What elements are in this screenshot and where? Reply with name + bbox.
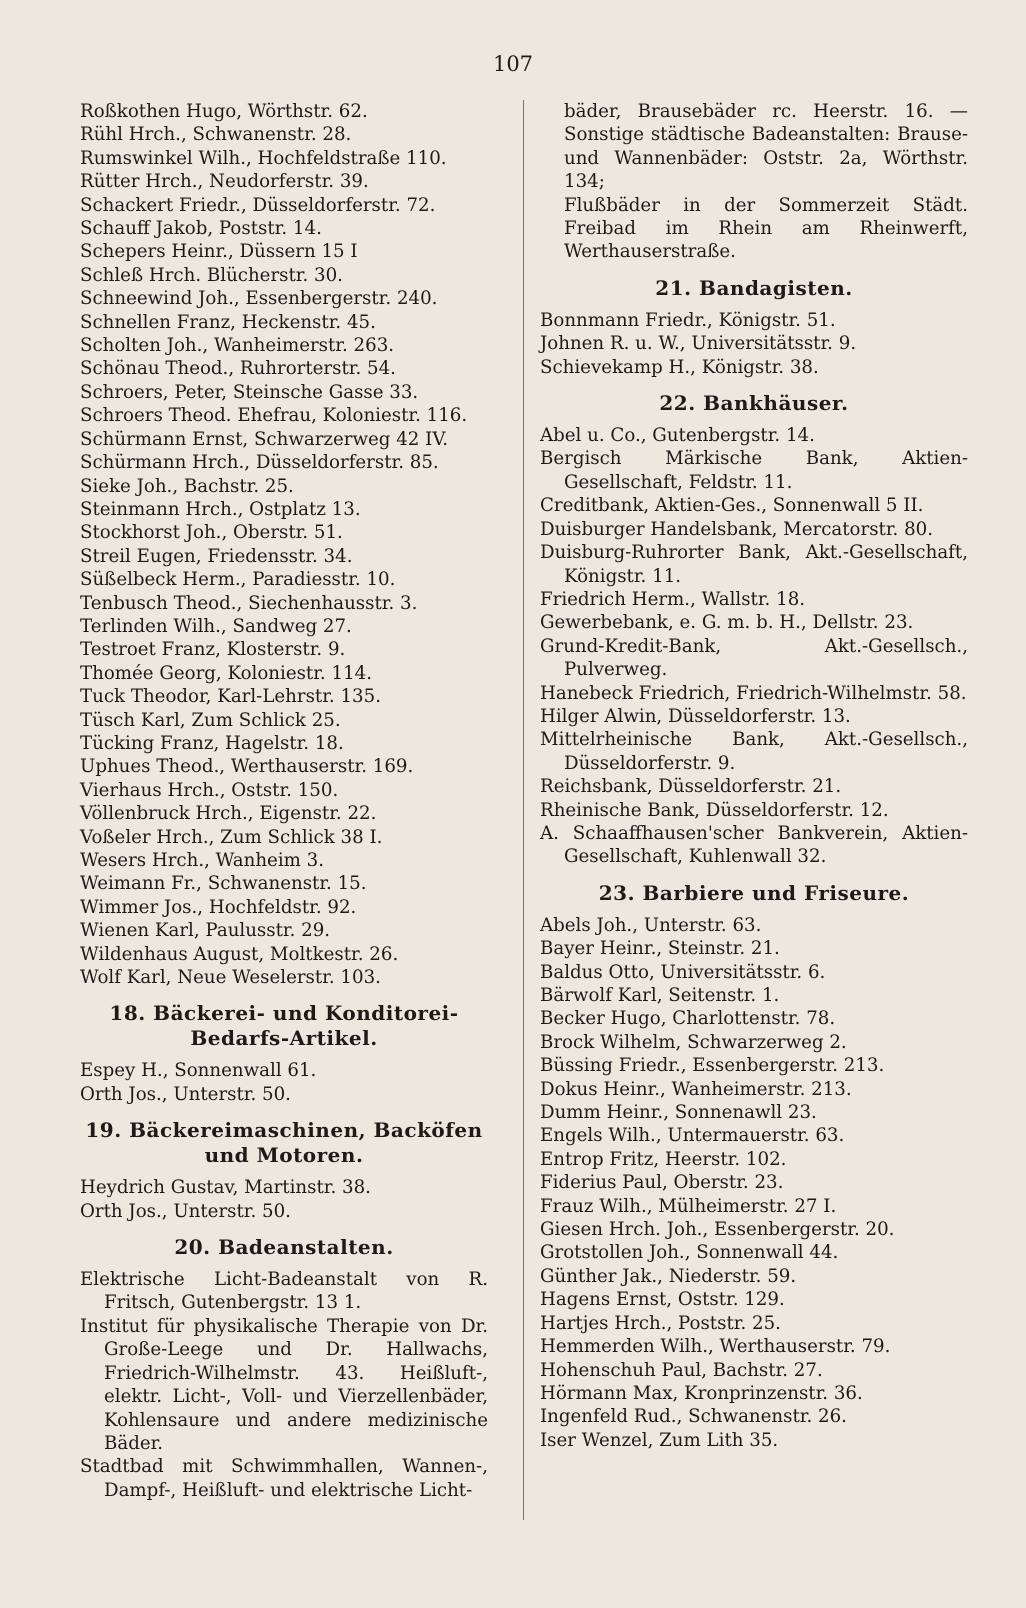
directory-entry: Bergisch Märkische Bank, Aktien-Gesellschaft, Feldstr. 11. <box>540 448 968 493</box>
directory-entry: Thomée Georg, Koloniestr. 114. <box>80 662 372 684</box>
directory-entry: Wesers Hrch., Wanheim 3. <box>80 850 325 871</box>
directory-entry: Mittelrheinische Bank, Akt.-Gesellsch., Düsseldorferstr. 9. <box>540 729 968 774</box>
directory-entry: Tuck Theodor, Karl-Lehrstr. 135. <box>80 686 381 708</box>
directory-entry: Heydrich Gustav, Martinstr. 38. <box>80 1177 371 1199</box>
directory-entry: Vierhaus Hrch., Oststr. 150. <box>80 779 339 801</box>
directory-entry-continued: bäder, Brausebäder rc. Heerstr. 16. — Sonstige städtische Badeanstalten: Brause- und Wannenbäder: Oststr. 2a, Wörthstr. 134; <box>564 101 968 193</box>
directory-entry: Wildenhaus August, Moltkestr. 26. <box>80 943 399 965</box>
directory-entry: Hilger Alwin, Düsseldorferstr. 13. <box>540 705 851 727</box>
directory-entry: Dumm Heinr., Sonnenawll 23. <box>540 1102 817 1124</box>
directory-entry: Schievekamp H., Königstr. 38. <box>540 356 819 378</box>
directory-entry: Reichsbank, Düsseldorferstr. 21. <box>540 776 842 798</box>
directory-entry: Abels Joh., Unterstr. 63. <box>540 914 762 936</box>
directory-entry: Günther Jak., Niederstr. 59. <box>540 1265 797 1287</box>
directory-entry: Schroers, Peter, Steinsche Gasse 33. <box>80 381 419 403</box>
directory-entry: Voßeler Hrch., Zum Schlick 38 I. <box>80 826 383 848</box>
directory-entry: Hanebeck Friedrich, Friedrich-Wilhelmstr. 58. <box>540 682 967 704</box>
directory-entry: Grotstollen Joh., Sonnenwall 44. <box>540 1242 839 1264</box>
directory-entry: Roßkothen Hugo, Wörthstr. 62. <box>80 101 368 122</box>
directory-entry: Engels Wilh., Untermauerstr. 63. <box>540 1125 845 1147</box>
directory-entry: Institut für physikalische Therapie von Dr. Große-Leege und Dr. Hallwachs, Friedrich-Wilhelmstr. 43. Heißluft-, elektr. Licht-, Voll- und Vierzellenbäder, Kohlensaure und andere medizinische Bäder. <box>80 1315 488 1454</box>
directory-entry: Bayer Heinr., Steinstr. 21. <box>540 938 780 960</box>
directory-entry: Hartjes Hrch., Poststr. 25. <box>540 1312 781 1334</box>
directory-entry: Uphues Theod., Werthauserstr. 169. <box>80 756 414 778</box>
directory-entry: A. Schaaffhausen'scher Bankverein, Aktien-Gesellschaft, Kuhlenwall 32. <box>540 822 968 868</box>
directory-entry: Iser Wenzel, Zum Lith 35. <box>540 1429 779 1451</box>
section-heading: 18. Bäckerei- und Konditorei-Bedarfs-Artikel. <box>109 1001 459 1051</box>
directory-entry: Schackert Friedr., Düsseldorferstr. 72. <box>80 194 436 216</box>
directory-entry: Baldus Otto, Universitätsstr. 6. <box>540 961 826 983</box>
directory-entry: Orth Jos., Unterstr. 50. <box>80 1200 291 1222</box>
directory-entry: Bärwolf Karl, Seitenstr. 1. <box>540 985 780 1006</box>
directory-entry: Sieke Joh., Bachstr. 25. <box>80 475 294 497</box>
directory-entry: Tenbusch Theod., Siechenhausstr. 3. <box>80 592 418 614</box>
directory-entry: Schürmann Hrch., Düsseldorferstr. 85. <box>80 452 439 474</box>
section-heading: 22. Bankhäuser. <box>659 391 849 416</box>
directory-entry: Schnellen Franz, Heckenstr. 45. <box>80 311 376 333</box>
section-heading: 23. Barbiere und Friseure. <box>598 880 910 905</box>
directory-entry: Friedrich Herm., Wallstr. 18. <box>540 588 806 610</box>
directory-entry: Schauff Jakob, Poststr. 14. <box>80 218 322 240</box>
left-column <box>80 100 488 1502</box>
directory-entry: Schneewind Joh., Essenbergerstr. 240. <box>80 288 438 310</box>
directory-entry: Entrop Fritz, Heerstr. 102. <box>540 1148 787 1170</box>
directory-entry: Wienen Karl, Paulusstr. 29. <box>80 920 331 942</box>
directory-entry: Schepers Heinr., Düssern 15 I <box>80 241 358 263</box>
directory-entry: Grund-Kredit-Bank, Akt.-Gesellsch., Pulverweg. <box>540 635 968 681</box>
directory-entry: Hagens Ernst, Oststr. 129. <box>540 1289 785 1311</box>
directory-entry: Schönau Theod., Ruhrorterstr. 54. <box>80 358 396 380</box>
column-divider <box>523 100 524 1520</box>
directory-entry: Büssing Friedr., Essenbergerstr. 213. <box>540 1055 885 1077</box>
directory-entry: Hörmann Max, Kronprinzenstr. 36. <box>540 1382 863 1404</box>
directory-entry: Duisburger Handelsbank, Mercatorstr. 80. <box>540 518 934 540</box>
directory-entry: Fiderius Paul, Oberstr. 23. <box>540 1172 784 1194</box>
directory-entry: Schleß Hrch. Blücherstr. 30. <box>80 264 343 286</box>
directory-entry: Wimmer Jos., Hochfeldstr. 92. <box>80 896 357 918</box>
directory-entry: Frauz Wilh., Mülheimerstr. 27 I. <box>540 1195 837 1217</box>
directory-entry: Schroers Theod. Ehefrau, Koloniestr. 116. <box>80 405 468 427</box>
directory-entry: Süßelbeck Herm., Paradiesstr. 10. <box>80 569 396 591</box>
directory-entry: Becker Hugo, Charlottenstr. 78. <box>540 1008 836 1030</box>
directory-entry: Elektrische Licht-Badeanstalt von R. Fritsch, Gutenbergstr. 13 1. <box>80 1269 488 1314</box>
directory-entry: Johnen R. u. W., Universitätsstr. 9. <box>540 333 857 355</box>
directory-entry: Tüsch Karl, Zum Schlick 25. <box>80 709 341 731</box>
directory-entry: Giesen Hrch. Joh., Essenbergerstr. 20. <box>540 1219 895 1241</box>
directory-entry: Tücking Franz, Hagelstr. 18. <box>80 732 344 754</box>
directory-entry: Bonnmann Friedr., Königstr. 51. <box>540 309 836 331</box>
directory-entry: Duisburg-Ruhrorter Bank, Akt.-Gesellschaft, Königstr. 11. <box>540 542 968 587</box>
section-heading: 20. Badeanstalten. <box>174 1235 394 1260</box>
directory-entry: Espey H., Sonnenwall 61. <box>80 1060 317 1082</box>
directory-entry: Brock Wilhelm, Schwarzerweg 2. <box>540 1031 847 1053</box>
directory-entry: Weimann Fr., Schwanenstr. 15. <box>80 873 367 895</box>
directory-entry: Schürmann Ernst, Schwarzerweg 42 IV. <box>80 428 449 450</box>
directory-entry: Wolf Karl, Neue Weselerstr. 103. <box>80 967 381 989</box>
directory-entry: Hemmerden Wilh., Werthauserstr. 79. <box>540 1336 891 1358</box>
directory-entry: Rheinische Bank, Düsseldorferstr. 12. <box>540 799 889 821</box>
directory-entry: Stadtbad mit Schwimmhallen, Wannen-, Dampf-, Heißluft- und elektrische Licht- <box>80 1456 488 1501</box>
section-heading: 19. Bäckereimaschinen, Backöfen und Motoren. <box>85 1118 483 1168</box>
right-column <box>540 100 968 1452</box>
directory-entry: Hohenschuh Paul, Bachstr. 27. <box>540 1359 823 1381</box>
directory-entry: Steinmann Hrch., Ostplatz 13. <box>80 498 361 520</box>
directory-entry: Streil Eugen, Friedensstr. 34. <box>80 545 353 567</box>
directory-entry: Stockhorst Joh., Oberstr. 51. <box>80 522 343 544</box>
directory-entry: Rühl Hrch., Schwanenstr. 28. <box>80 124 352 146</box>
directory-entry: Dokus Heinr., Wanheimerstr. 213. <box>540 1078 852 1100</box>
directory-entry: Ingenfeld Rud., Schwanenstr. 26. <box>540 1406 847 1428</box>
directory-entry: Scholten Joh., Wanheimerstr. 263. <box>80 335 395 357</box>
directory-entry: Rumswinkel Wilh., Hochfeldstraße 110. <box>80 147 447 169</box>
directory-entry: Terlinden Wilh., Sandweg 27. <box>80 615 352 637</box>
directory-entry: Abel u. Co., Gutenbergstr. 14. <box>540 425 815 447</box>
directory-entry: Rütter Hrch., Neudorferstr. 39. <box>80 171 369 193</box>
directory-entry: Orth Jos., Unterstr. 50. <box>80 1083 291 1105</box>
directory-entry: Gewerbebank, e. G. m. b. H., Dellstr. 23. <box>540 612 914 634</box>
directory-entry: Testroet Franz, Klosterstr. 9. <box>80 639 346 661</box>
directory-entry-continued: Flußbäder in der Sommerzeit Städt. Freibad im Rhein am Rheinwerft, Werthauserstraße. <box>564 194 968 263</box>
directory-entry: Völlenbruck Hrch., Eigenstr. 22. <box>80 803 377 825</box>
section-heading: 21. Bandagisten. <box>655 275 853 300</box>
directory-entry: Creditbank, Aktien-Ges., Sonnenwall 5 II. <box>540 495 924 517</box>
page-number: 107 <box>492 52 534 76</box>
